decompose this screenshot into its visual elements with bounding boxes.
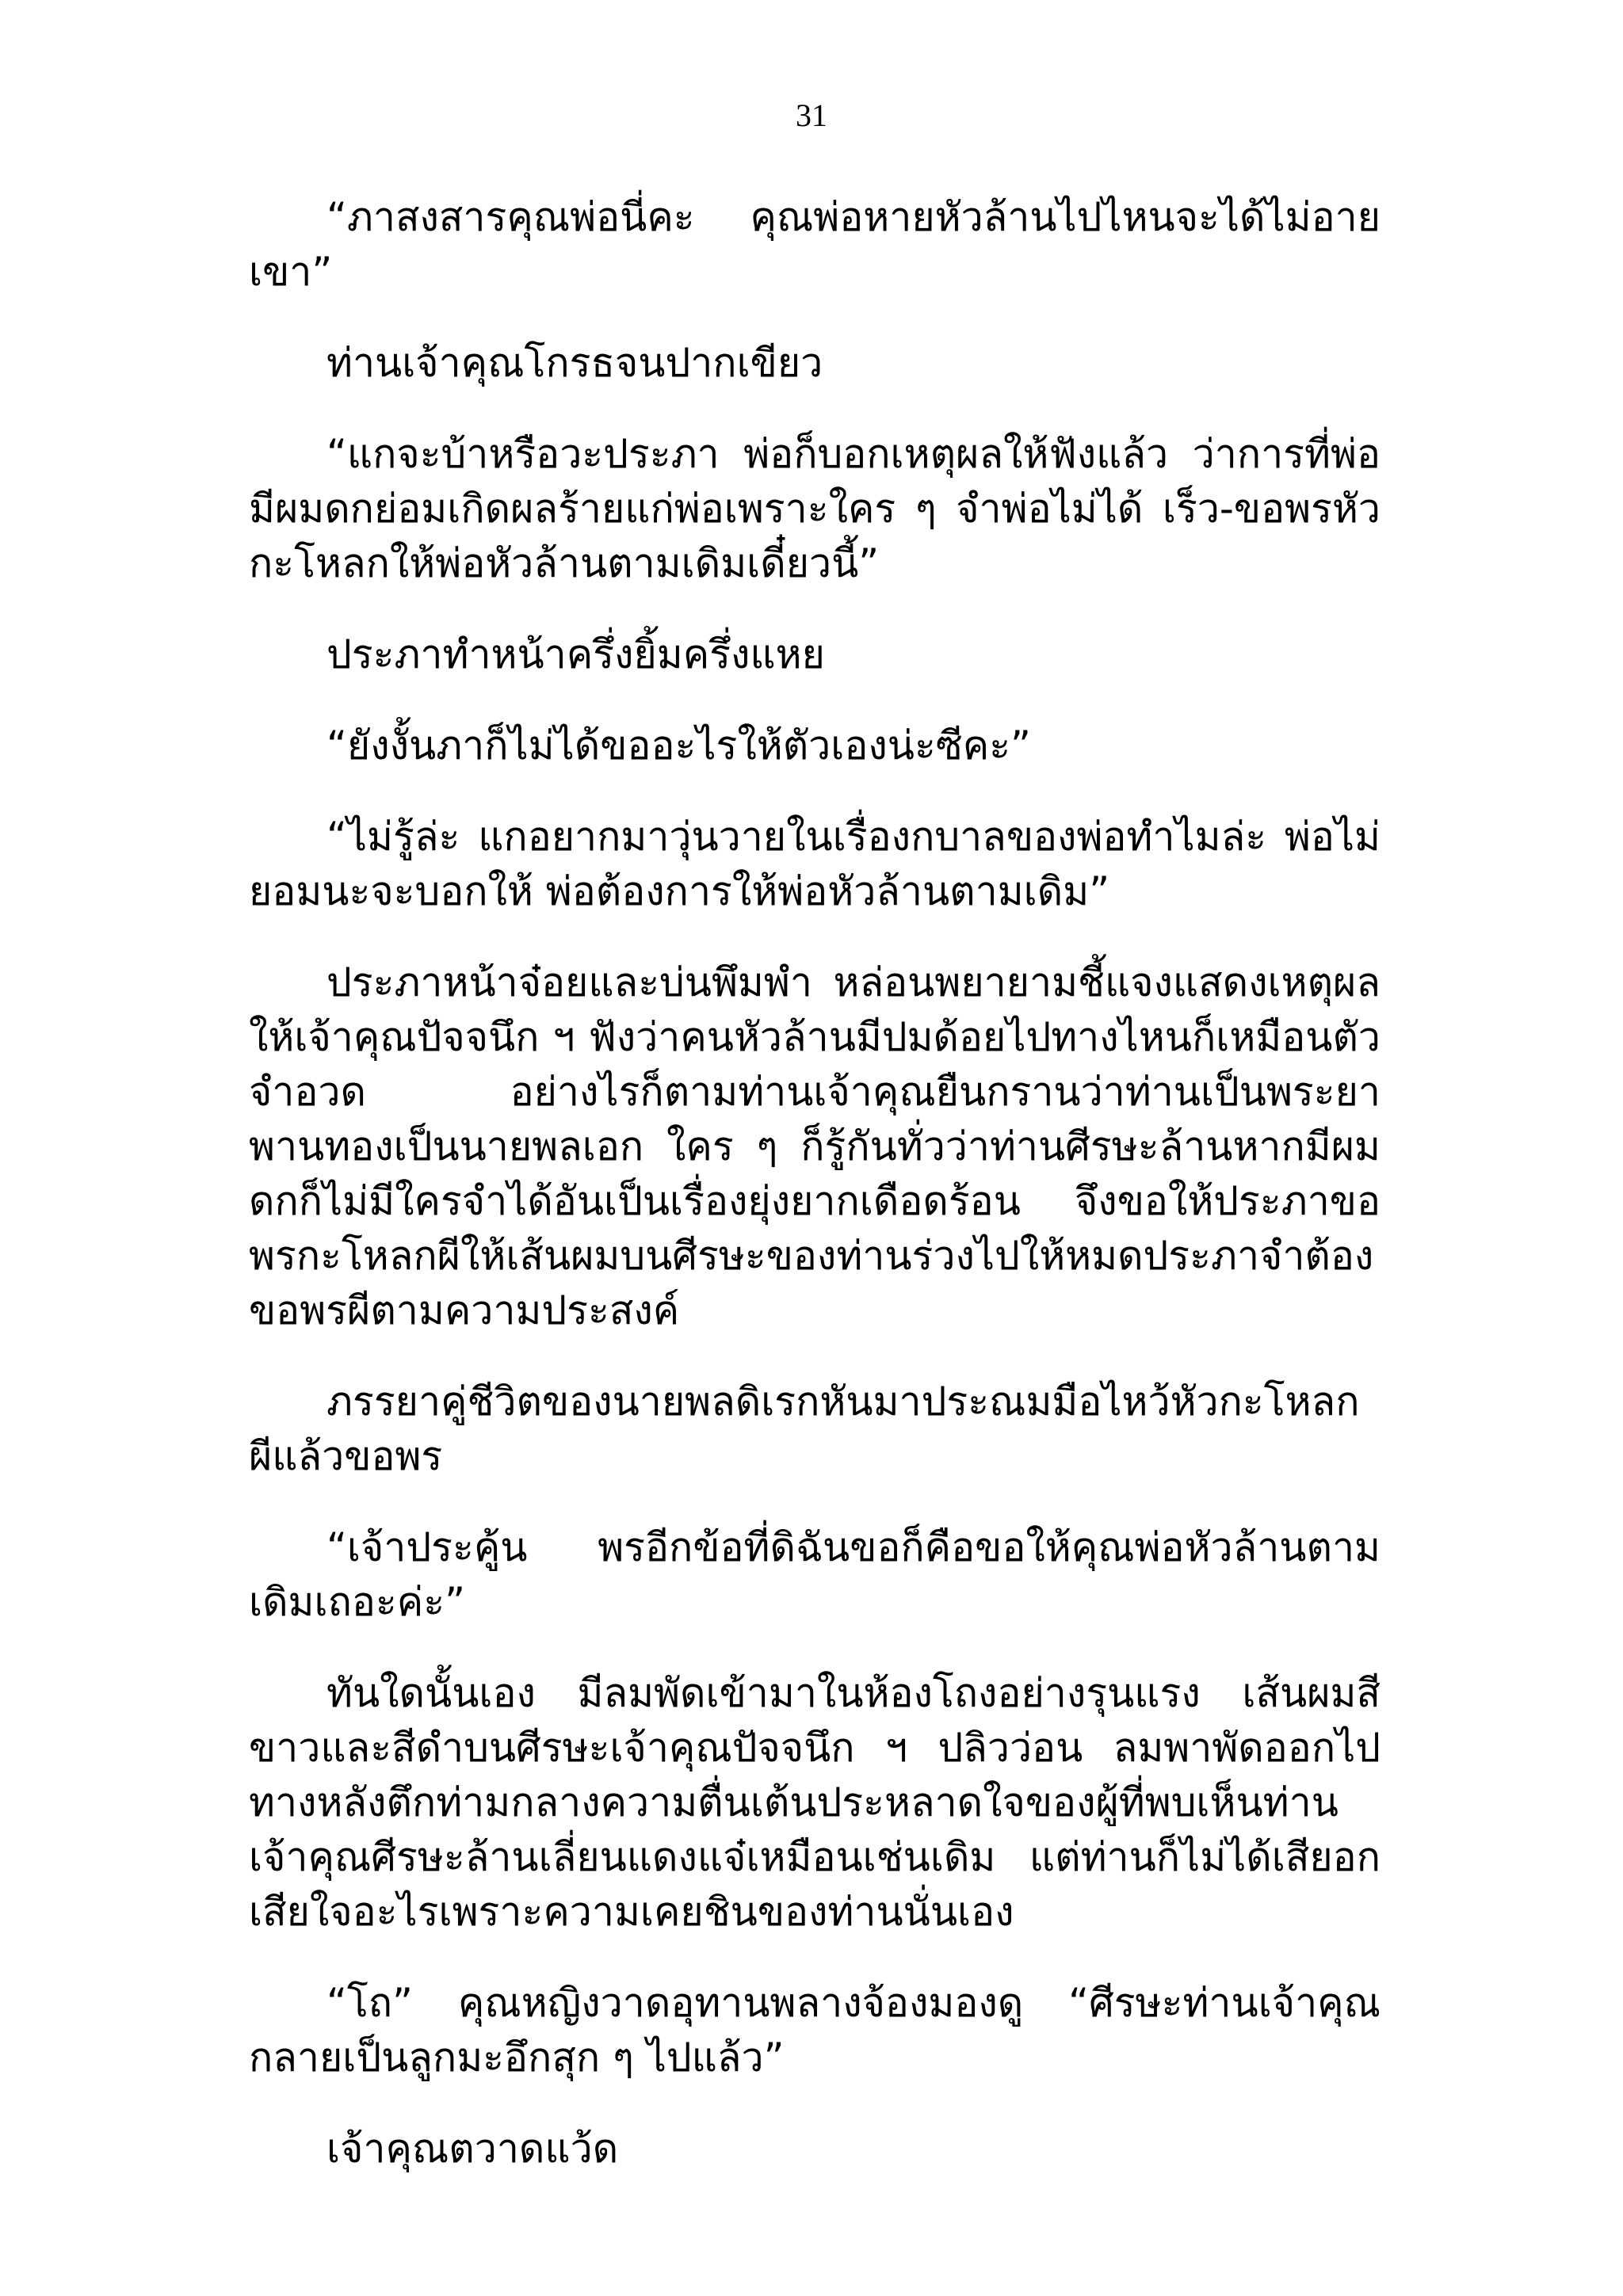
- paragraph: ท่านเจ้าคุณโกรธจนปากเขียว: [327, 340, 823, 386]
- page-number: 31: [796, 97, 827, 133]
- paragraph: “ไม่รู้ล่ะ แกอยากมาวุ่นวายในเรื่องกบาลของพ่อทำไมล่ะ พ่อไม่ยอมนะจะบอกให้ พ่อต้องการให้พ่อหัวล้านตามเดิม”: [249, 814, 1381, 914]
- paragraph: “ภาสงสารคุณพ่อนี่คะ คุณพ่อหายหัวล้านไปไหนจะได้ไม่อายเขา”: [249, 194, 1381, 295]
- paragraph: “โถ” คุณหญิงวาดอุทานพลางจ้องมองดู “ศีรษะท่านเจ้าคุณกลายเป็นลูกมะอึกสุก ๆ ไปแล้ว”: [249, 1980, 1381, 2081]
- body-text: [249, 190, 1381, 2213]
- paragraph: “แกจะบ้าหรือวะประภา พ่อก็บอกเหตุผลให้ฟังแล้ว ว่าการที่พ่อมีผมดกย่อมเกิดผลร้ายแก่พ่อเพราะใคร ๆ จำพ่อไม่ได้ เร็ว-ขอพรหัวกะโหลกให้พ่อหัวล้านตามเดิมเดี๋ยวนี้”: [249, 431, 1381, 586]
- paragraph: ประภาทำหน้าครึ่งยิ้มครึ่งแหย: [327, 631, 825, 677]
- paragraph: เจ้าคุณตวาดแว้ด: [327, 2126, 619, 2172]
- paragraph: ประภาหน้าจ๋อยและบ่นพึมพำ หล่อนพยายามชี้แจงแสดงเหตุผลให้เจ้าคุณปัจจนึก ฯ ฟังว่าคนหัวล้านมีปมด้อยไปทางไหนก็เหมือนตัวจำอวด อย่างไรก็ตามท่านเจ้าคุณยืนกรานว่าท่านเป็นพระยาพานทองเป็นนายพลเอก ใคร ๆ ก็รู้กันทั่วว่าท่านศีรษะล้านหากมีผมดกก็ไม่มีใครจำได้อันเป็นเรื่องยุ่งยากเดือดร้อน จึงขอให้ประภาขอพรกะโหลกผีให้เส้นผมบนศีรษะของท่านร่วงไปให้หมดประภาจำต้องขอพรผีตามความประสงค์: [249, 959, 1381, 1333]
- paragraph: ภรรยาคู่ชีวิตของนายพลดิเรกหันมาประณมมือไหว้หัวกะโหลกผีแล้วขอพร: [249, 1379, 1360, 1479]
- paragraph: “ยังงั้นภาก็ไม่ได้ขออะไรให้ตัวเองน่ะซีคะ”: [327, 723, 1031, 769]
- paragraph: “เจ้าประคู้น พรอีกข้อที่ดิฉันขอก็คือขอให้คุณพ่อหัวล้านตามเดิมเถอะค่ะ”: [249, 1524, 1381, 1625]
- paragraph: ทันใดนั้นเอง มีลมพัดเข้ามาในห้องโถงอย่างรุนแรง เส้นผมสีขาวและสีดำบนศีรษะเจ้าคุณปัจจนึก ฯ ปลิวว่อน ลมพาพัดออกไปทางหลังตึกท่ามกลางความตื่นเต้นประหลาดใจของผู้ที่พบเห็นท่านเจ้าคุณศีรษะล้านเลี่ยนแดงแจ๋เหมือนเช่นเดิม แต่ท่านก็ไม่ได้เสียอกเสียใจอะไรเพราะความเคยชินของท่านนั่นเอง: [249, 1670, 1381, 1935]
